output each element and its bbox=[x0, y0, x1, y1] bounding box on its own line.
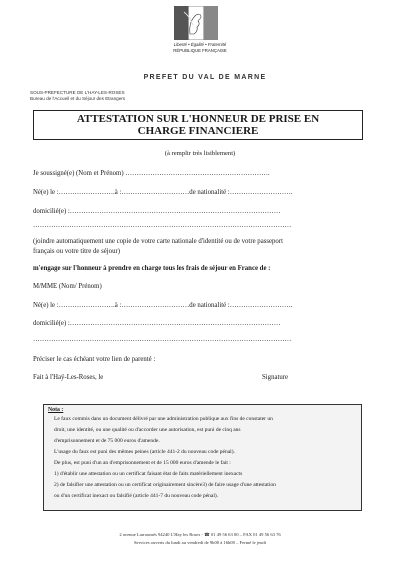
footer-hours: Services ouverts du lundi au vendredi de 9h00 à 16h00 – Fermé le jeudi bbox=[133, 540, 267, 545]
signature-label: Signature bbox=[262, 374, 289, 381]
notice-line: De plus, est puni d'un an d'emprisonnement et de 15 000 euros d'amende le fait : bbox=[54, 460, 231, 466]
field-domicile-1[interactable]: domicilié(e) :………………………………………………………………………………… bbox=[33, 208, 281, 215]
instruction-line-1: (joindre automatiquement une copie de votre carte nationale d'identité ou de votre passeport bbox=[33, 238, 283, 245]
field-relationship[interactable]: Préciser le cas échéant votre lien de parenté : bbox=[33, 356, 156, 363]
republic-name: RÉPUBLIQUE FRANÇAISE bbox=[173, 48, 227, 53]
notice-line: ou d'un certificat inexact ou falsifié (article 441-7 du nouveau code pénal). bbox=[54, 493, 219, 499]
instruction-line-2: français ou votre titre de séjour) bbox=[33, 248, 121, 255]
republic-motto: Liberté • Égalité • Fraternité bbox=[173, 42, 227, 47]
notice-line: Le faux commis dans un document délivré par une administration publique aux fins de constater un bbox=[54, 416, 273, 422]
notice-line: 1) d'établir une attestation ou un certificat faisant état de faits matériellement inexacts bbox=[54, 471, 243, 477]
subprefecture-name: SOUS-PREFECTURE DE L'HAY-LES-ROSES bbox=[30, 90, 125, 95]
engagement-text: m'engage sur l'honneur à prendre en charge tous les frais de séjour en France de : bbox=[33, 265, 271, 272]
notice-line: d'emprisonnement et de 75 000 euros d'amende. bbox=[54, 438, 160, 444]
prefecture-heading: PREFET DU VAL DE MARNE bbox=[143, 74, 267, 81]
field-place-date[interactable]: Fait à l'Haÿ-Les-Roses, le bbox=[33, 374, 104, 381]
field-birth-1[interactable]: Né(e) le :…………………….à :…………………………de nationalité :………………………. bbox=[33, 189, 293, 196]
field-domicile-1-continued[interactable]: …………………………………………………………………………………………………… bbox=[33, 222, 292, 229]
notice-line: L'usage du faux est puni des mêmes peines (article 441-2 du nouveau code pénal). bbox=[54, 449, 235, 455]
field-domicile-2[interactable]: domicilié(e) :………………………………………………………………………………… bbox=[33, 320, 281, 327]
footer-address: 2 avenue Larroumès 94240 L'Hay les Roses - ☎ 01 49 56 63 00 – FAX 01 49 56 63 76 bbox=[119, 532, 281, 537]
bureau-name: Bureau de l'Accueil et du Séjour des Etrangers bbox=[30, 96, 126, 101]
notice-line: 2) de falsifier une attestation ou un certificat originairement sincère3) de faire usage d'une attestation bbox=[54, 482, 276, 488]
field-birth-2[interactable]: Né(e) le :…………………….à :…………………………de nationalité :………………………. bbox=[33, 302, 293, 309]
notice-label: Nota : bbox=[48, 407, 64, 413]
field-domicile-2-continued[interactable]: …………………………………………………………………………………………………… bbox=[33, 336, 292, 343]
marianne-logo bbox=[174, 6, 218, 40]
field-soussigne[interactable]: Je soussigné(e) (Nom et Prénom) ………………………………………………………. bbox=[33, 170, 270, 177]
field-beneficiary-name[interactable]: M/MME (Nom/ Prénom) bbox=[33, 283, 102, 290]
form-title-box bbox=[33, 110, 363, 140]
legal-notice-box bbox=[43, 404, 362, 511]
form-subtitle: (à remplir très lisiblement) bbox=[164, 150, 236, 157]
form-title: ATTESTATION SUR L'HONNEUR DE PRISE EN CHARGE FINANCIERE bbox=[76, 113, 320, 137]
notice-line: droit, une identité, ou une qualité ou d'accorder une autorisation, est puni de cinq ans bbox=[54, 427, 241, 433]
